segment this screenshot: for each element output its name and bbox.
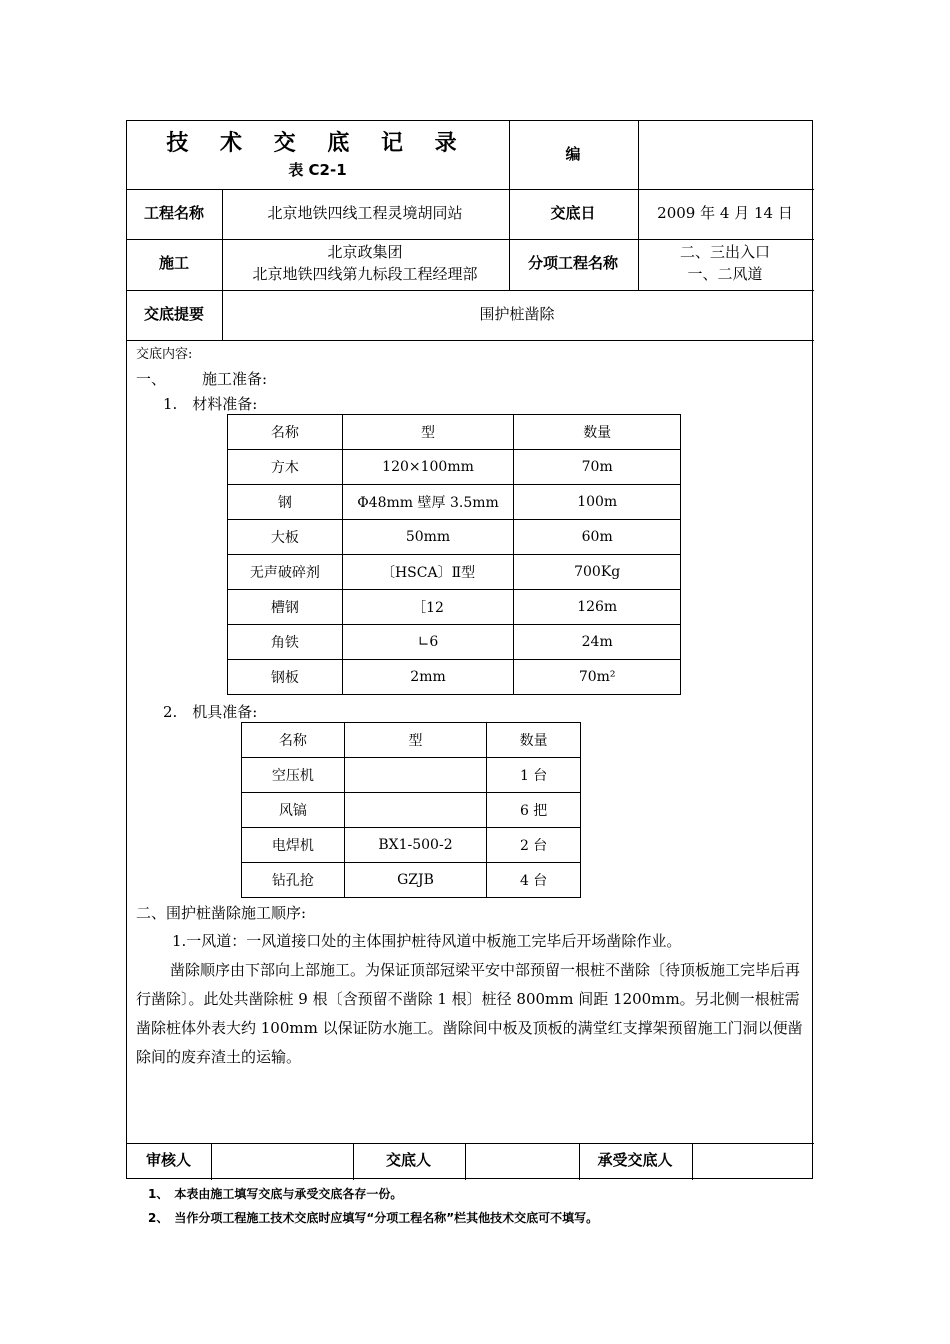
project-name-label: 工程名称	[143, 203, 204, 222]
machines-header-cell: 数量	[487, 723, 581, 758]
materials-cell: ［12	[342, 590, 514, 625]
form-title: 技 术 交 底 记 录	[166, 130, 469, 156]
note-1: 1、 本表由施工填写交底与承受交底各存一份。	[148, 1187, 403, 1201]
table-row	[228, 520, 681, 555]
materials-cell: 钢	[228, 485, 343, 520]
paragraph-2: 凿除顺序由下部向上部施工。为保证顶部冠梁平安中部预留一根桩不凿除〔待顶板施工完毕后再行凿除〕。此处共凿除桩 9 根〔含预留不凿除 1 根〕桩径 800mm 间距 1200mm。另北侧一根桩需凿除桩体外表大约 100mm 以保证防水施工。凿除间中板及顶板的满堂红支撑架预留施工门洞以便凿除间的废弃渣土的运输。	[136, 961, 803, 1066]
materials-cell: 50mm	[342, 520, 514, 555]
note-2: 2、 当作分项工程施工技术交底时应填写“分项工程名称”栏其他技术交底可不填写。	[148, 1211, 599, 1225]
section-1-title: 施工准备:	[202, 370, 268, 388]
materials-cell: 120×100mm	[342, 450, 514, 485]
materials-cell: 70m²	[514, 660, 681, 695]
machines-cell	[344, 793, 487, 828]
materials-cell: 槽钢	[228, 590, 343, 625]
materials-cell: 70m	[514, 450, 681, 485]
machines-cell: GZJB	[344, 863, 487, 898]
form-number: 表 C2-1	[288, 160, 347, 179]
section-2-title: 二、围护桩凿除施工顺序:	[136, 904, 307, 922]
materials-heading: 1. 材料准备:	[163, 395, 258, 413]
form-title-cell	[127, 121, 508, 188]
section-1-number: 一、	[136, 370, 167, 388]
materials-cell: 钢板	[228, 660, 343, 695]
machines-cell: 2 台	[487, 828, 581, 863]
sub-project-line-2: 一、二风道	[687, 265, 763, 283]
sub-project-line-1: 二、三出入口	[679, 243, 770, 262]
machines-table	[241, 722, 581, 898]
discloser-label: 交底人	[385, 1150, 431, 1169]
summary-label: 交底提要	[143, 304, 204, 323]
machines-cell: 空压机	[242, 758, 345, 793]
machines-cell: 4 台	[487, 863, 581, 898]
machines-header-row	[242, 723, 581, 758]
materials-cell: ∟6	[342, 625, 514, 660]
date-label: 交底日	[550, 203, 596, 222]
materials-cell: 大板	[228, 520, 343, 555]
construction-line-2: 北京地铁四线第九标段工程经理部	[252, 265, 478, 283]
materials-cell: 126m	[514, 590, 681, 625]
machines-cell: 电焊机	[242, 828, 345, 863]
discloser-value[interactable]	[465, 1143, 578, 1178]
machines-cell: 钻孔抢	[242, 863, 345, 898]
machines-cell: 风镐	[242, 793, 345, 828]
sub-project-label: 分项工程名称	[527, 254, 618, 273]
materials-cell: 2mm	[342, 660, 514, 695]
project-name: 北京地铁四线工程灵境胡同站	[267, 203, 463, 222]
table-row	[228, 625, 681, 660]
materials-cell: 无声破碎剂	[228, 555, 343, 590]
table-row	[228, 450, 681, 485]
table-row	[228, 485, 681, 520]
divider	[127, 340, 814, 341]
machines-cell	[344, 758, 487, 793]
materials-cell: 700Kg	[514, 555, 681, 590]
materials-header-cell: 数量	[514, 415, 681, 450]
table-row	[228, 555, 681, 590]
table-row	[242, 793, 581, 828]
construction-label: 施工	[158, 254, 189, 273]
construction-unit	[222, 239, 508, 289]
materials-header-cell: 名称	[228, 415, 343, 450]
receiver-label: 承受交底人	[597, 1150, 673, 1169]
table-row	[242, 828, 581, 863]
construction-line-1: 北京政集团	[327, 243, 403, 262]
content-heading: 交底内容:	[136, 347, 193, 362]
date-value: 2009 年 4 月 14 日	[657, 203, 793, 222]
materials-table	[227, 414, 681, 695]
machines-header-cell: 型	[344, 723, 487, 758]
edit-label: 编	[565, 144, 581, 163]
table-row	[228, 660, 681, 695]
receiver-value[interactable]	[692, 1143, 812, 1178]
materials-cell: Φ48mm 壁厚 3.5mm	[342, 485, 514, 520]
machines-cell: BX1-500-2	[344, 828, 487, 863]
machines-cell: 1 台	[487, 758, 581, 793]
reviewer-label: 审核人	[145, 1150, 191, 1169]
edit-value[interactable]	[638, 121, 812, 188]
table-row	[242, 758, 581, 793]
summary-value: 围护桩凿除	[479, 304, 555, 323]
materials-cell: 100m	[514, 485, 681, 520]
materials-cell: 60m	[514, 520, 681, 555]
table-row	[228, 590, 681, 625]
paragraph-1: 1.一风道：一风道接口处的主体围护桩待风道中板施工完毕后开场凿除作业。	[172, 932, 682, 950]
machines-header-cell: 名称	[242, 723, 345, 758]
materials-cell: 方木	[228, 450, 343, 485]
reviewer-value[interactable]	[211, 1143, 352, 1178]
materials-cell: 角铁	[228, 625, 343, 660]
table-row	[242, 863, 581, 898]
materials-header-cell: 型	[342, 415, 514, 450]
materials-cell: 24m	[514, 625, 681, 660]
materials-cell: 〔HSCA〕Ⅱ型	[342, 555, 514, 590]
machines-cell: 6 把	[487, 793, 581, 828]
materials-header-row	[228, 415, 681, 450]
machines-heading: 2. 机具准备:	[163, 703, 258, 721]
sub-project-name	[638, 239, 812, 289]
